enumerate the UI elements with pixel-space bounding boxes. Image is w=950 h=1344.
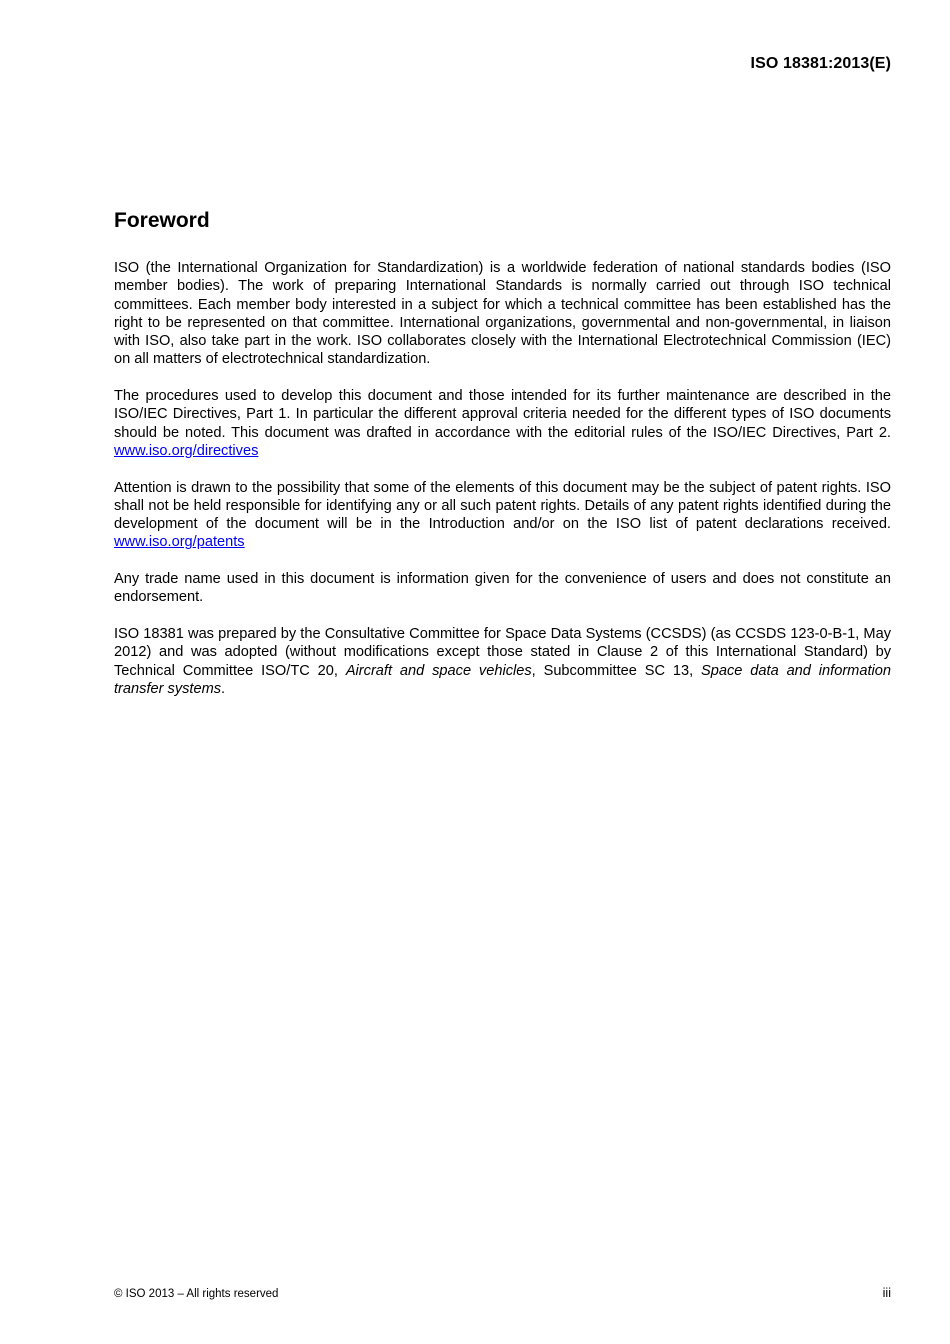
paragraph-patents-text: Attention is drawn to the possibility that some of the elements of this document may be the subject of patent rights. ISO shall not be held responsible for identifying any or all such patent rights. Details of any patent rights identified during the development of the document will be in the Introduction and/or on the ISO list of patent declarations received. <box>114 479 891 533</box>
paragraph-patents <box>114 479 891 552</box>
preparation-text-b: , Subcommittee SC 13, <box>531 662 694 679</box>
preparation-text-c: . <box>221 680 226 697</box>
committee-name: Aircraft and space vehicles <box>345 662 532 679</box>
paragraph-preparation <box>114 625 891 698</box>
document-id: ISO 18381:2013(E) <box>750 55 891 72</box>
paragraph-trade-name: Any trade name used in this document is information given for the convenience of users and does not constitute an endorsement. <box>114 571 891 606</box>
foreword-body <box>114 259 891 716</box>
directives-link[interactable]: www.iso.org/directives <box>114 442 259 459</box>
page-number: iii <box>882 1286 891 1300</box>
copyright-notice: © ISO 2013 – All rights reserved <box>114 1288 279 1300</box>
subcommittee-name: Space data and information transfer systems <box>114 662 891 697</box>
paragraph-procedures-text: The procedures used to develop this document and those intended for its further maintenance are described in the ISO/IEC Directives, Part 1. In particular the different approval criteria needed for the different types of ISO documents should be noted. This document was drafted in accordance with the editorial rules of the ISO/IEC Directives, Part 2. <box>114 388 891 441</box>
preparation-text-a: ISO 18381 was prepared by the Consultative Committee for Space Data Systems (CCSDS) (as CCSDS 123-0-B-1, May 2012) and was adopted (without modifications except those stated in Clause 2 of this International Standard) by Technical Committee ISO/TC 20, <box>114 625 891 679</box>
patents-link[interactable]: www.iso.org/patents <box>114 534 245 551</box>
page-title: Foreword <box>114 209 210 232</box>
paragraph-iso-intro: ISO (the International Organization for Standardization) is a worldwide federation of national standards bodies (ISO member bodies). The work of preparing International Standards is normally carried out through ISO technical committees. Each member body interested in a subject for which a technical committee has been established has the right to be represented on that committee. International organizations, governmental and non-governmental, in liaison with ISO, also take part in the work. ISO collaborates closely with the International Electrotechnical Commission (IEC) on all matters of electrotechnical standardization. <box>114 260 891 368</box>
paragraph-procedures <box>114 387 891 460</box>
